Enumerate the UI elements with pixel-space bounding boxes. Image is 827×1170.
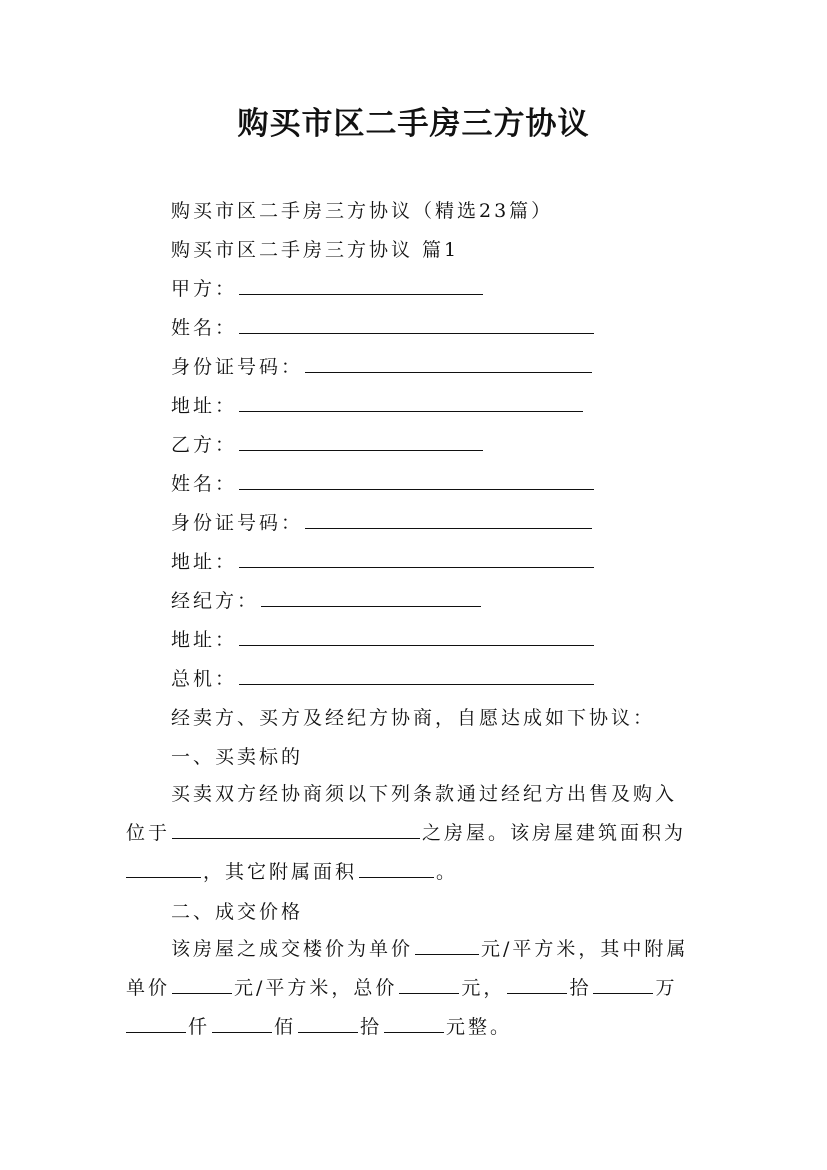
paragraph-subject (126, 775, 706, 892)
paragraph-text: ，其它附属面积 (203, 861, 358, 883)
blank-line (399, 975, 459, 994)
field-label: 姓名： (171, 317, 238, 339)
blank-line (415, 936, 479, 955)
paragraph-text: 佰 (274, 1016, 297, 1038)
field-agent (171, 588, 483, 614)
field-switchboard (171, 666, 596, 692)
blank-line (126, 859, 201, 878)
heading-subject: 一、买卖标的 (171, 746, 304, 768)
blank-line (305, 510, 592, 529)
blank-line (593, 975, 653, 994)
paragraph-text: 该房屋之成交楼价为单价 (171, 938, 414, 960)
blank-line (172, 975, 232, 994)
blank-line (239, 393, 583, 412)
paragraph-text: 。 (436, 861, 459, 883)
blank-line (239, 666, 594, 685)
field-name-a (171, 315, 596, 341)
blank-line (261, 588, 481, 607)
blank-line (305, 354, 592, 373)
blank-line (172, 820, 420, 839)
paragraph-text: 元/平方米，其中附属 (481, 938, 689, 960)
paragraph-price (126, 930, 706, 1047)
field-address-a (171, 393, 585, 419)
blank-line (384, 1014, 444, 1033)
field-label: 甲方： (171, 278, 238, 300)
paragraph-text: 仟 (188, 1016, 211, 1038)
paragraph-text: 元， (461, 977, 506, 999)
blank-line (239, 432, 483, 451)
paragraph-text: 元整。 (446, 1016, 513, 1038)
paragraph-text: 位于 (126, 822, 171, 844)
blank-line (239, 627, 594, 646)
paragraph-text: 单价 (126, 977, 171, 999)
field-address-agent (171, 627, 596, 653)
paragraph-text: 买卖双方经协商须以下列条款通过经纪方出售及购入 (171, 783, 678, 805)
blank-line (239, 549, 594, 568)
blank-line (239, 276, 483, 295)
intro-text: 经卖方、买方及经纪方协商，自愿达成如下协议： (171, 707, 656, 729)
blank-line (212, 1014, 272, 1033)
paragraph-text: 拾 (360, 1016, 383, 1038)
field-label: 身份证号码： (171, 356, 304, 378)
field-label: 经纪方： (171, 590, 260, 612)
document-subtitle: 购买市区二手房三方协议（精选23篇） (171, 200, 554, 222)
field-label: 地址： (171, 551, 238, 573)
field-label: 总机： (171, 668, 238, 690)
blank-line (239, 315, 594, 334)
field-label: 地址： (171, 629, 238, 651)
field-label: 身份证号码： (171, 512, 304, 534)
blank-line (507, 975, 567, 994)
field-label: 姓名： (171, 473, 238, 495)
blank-line (126, 1014, 186, 1033)
paragraph-text: 之房屋。该房屋建筑面积为 (422, 822, 687, 844)
field-party-b (171, 432, 485, 458)
field-id-b (171, 510, 594, 536)
paragraph-text: 万 (655, 977, 678, 999)
field-name-b (171, 471, 596, 497)
field-id-a (171, 354, 594, 380)
field-label: 地址： (171, 395, 238, 417)
field-address-b (171, 549, 596, 575)
paragraph-text: 拾 (569, 977, 592, 999)
blank-line (298, 1014, 358, 1033)
field-party-a (171, 276, 485, 302)
blank-line (239, 471, 594, 490)
heading-price: 二、成交价格 (171, 901, 304, 923)
document-title: 购买市区二手房三方协议 (237, 106, 590, 142)
field-label: 乙方： (171, 434, 238, 456)
blank-line (359, 859, 434, 878)
paragraph-text: 元/平方米，总价 (234, 977, 398, 999)
section-title: 购买市区二手房三方协议 篇1 (171, 239, 460, 261)
